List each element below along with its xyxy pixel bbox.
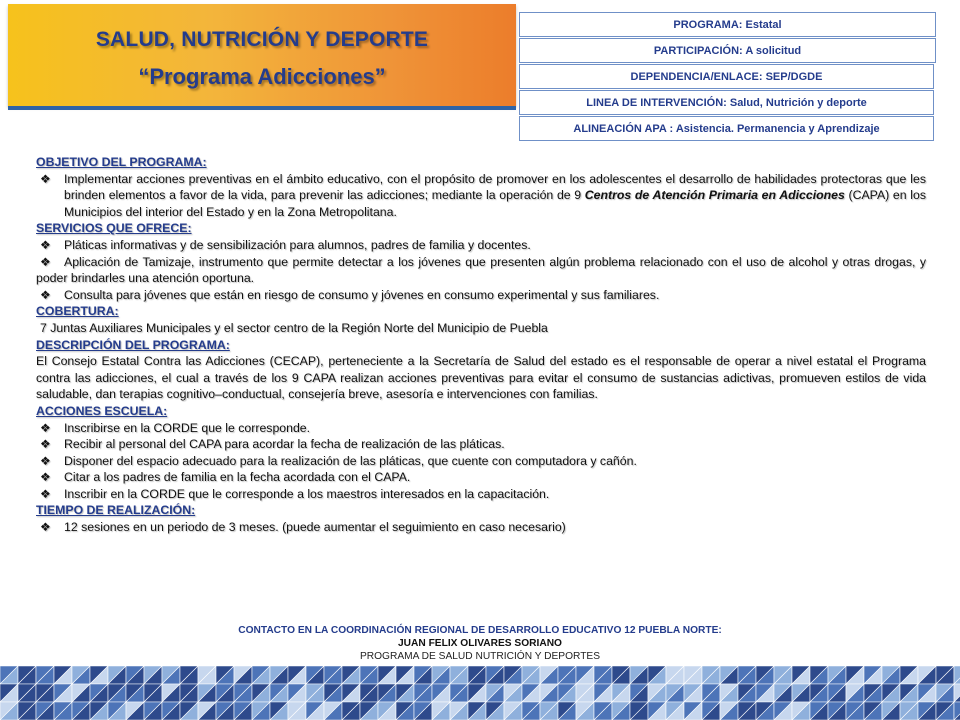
acciones-item <box>36 486 926 503</box>
info-box-programa: PROGRAMA: Estatal <box>519 12 936 37</box>
servicios-item <box>36 287 926 304</box>
cobertura-text: 7 Juntas Auxiliares Municipales y el sector centro de la Región Norte del Municipio de Puebla <box>40 320 548 335</box>
acciones-item-text: Inscribirse en la CORDE que le corresponde. <box>64 420 311 435</box>
acciones-item <box>36 436 926 453</box>
servicios-item <box>36 237 926 254</box>
objetivo-text-end: (CAPA) en los Municipios del interior del Estado y en la Zona Metropolitana. <box>64 188 926 219</box>
servicios-item-text: Aplicación de Tamizaje, instrumento que permite detectar a los jóvenes que presenten algún problema relacionado con el uso de alcohol y otras drogas, y poder brindarles una atención oportuna. <box>36 254 926 286</box>
servicios-item-text: Pláticas informativas y de sensibilización para alumnos, padres de familia y docentes. <box>64 237 531 252</box>
section-heading-servicios: SERVICIOS QUE OFRECE: <box>36 221 192 236</box>
bullet-diamond-icon: ❖ <box>40 520 51 535</box>
acciones-item <box>36 453 926 470</box>
section-heading-objetivo: OBJETIVO DEL PROGRAMA: <box>36 155 207 169</box>
bullet-diamond-icon: ❖ <box>40 437 51 452</box>
bullet-diamond-icon: ❖ <box>40 420 51 435</box>
program-content <box>36 154 926 536</box>
banner-underline <box>8 106 516 110</box>
bullet-diamond-icon: ❖ <box>40 453 51 468</box>
info-box-alineacion-apa: ALINEACIÓN APA : Asistencia. Permanencia y Aprendizaje <box>519 116 934 141</box>
triangle-pattern-icon <box>0 666 960 720</box>
objetivo-text: Implementar acciones preventivas en el ámbito educativo, con el propósito de promover en los adolescentes el desarrollo de habilidades protectoras que les brinden elementos a favor de la vida, para prevenir las adicciones; mediante la operación de 9 <box>64 171 926 203</box>
bullet-diamond-icon: ❖ <box>40 287 51 302</box>
title-banner <box>8 4 516 106</box>
tiempo-item <box>36 519 926 536</box>
info-box-participacion: PARTICIPACIÓN: A solicitud <box>519 38 936 63</box>
bullet-diamond-icon: ❖ <box>40 171 51 186</box>
bullet-diamond-icon: ❖ <box>40 254 51 269</box>
acciones-item-text: Disponer del espacio adecuado para la realización de las pláticas, que cuente con computadora y cañón. <box>64 453 637 468</box>
banner-title: SALUD, NUTRICIÓN Y DEPORTE <box>95 28 429 51</box>
bullet-diamond-icon: ❖ <box>40 237 51 252</box>
tiempo-item-text: 12 sesiones en un periodo de 3 meses. (puede aumentar el seguimiento en caso necesario) <box>64 520 566 535</box>
section-heading-cobertura: COBERTURA: <box>36 304 119 319</box>
section-heading-tiempo: TIEMPO DE REALIZACIÓN: <box>36 503 196 518</box>
acciones-item-text: Inscribir en la CORDE que le corresponde a los maestros interesados en la capacitación. <box>64 486 550 501</box>
bullet-diamond-icon: ❖ <box>40 470 51 485</box>
acciones-item <box>36 469 926 486</box>
bullet-diamond-icon: ❖ <box>40 486 51 501</box>
servicios-item <box>36 254 926 287</box>
info-box-linea-intervencion: LINEA DE INTERVENCIÓN: Salud, Nutrición y deporte <box>519 90 934 115</box>
contact-program: PROGRAMA DE SALUD NUTRICIÓN Y DEPORTES <box>359 651 601 662</box>
servicios-item-text: Consulta para jóvenes que están en riesgo de consumo y jóvenes en consumo experimental y sus familiares. <box>64 287 660 302</box>
contact-heading: CONTACTO EN LA COORDINACIÓN REGIONAL DE DESARROLLO EDUCATIVO 12 PUEBLA NORTE: <box>238 625 722 636</box>
acciones-item-text: Recibir al personal del CAPA para acordar la fecha de realización de las pláticas. <box>64 437 505 452</box>
section-heading-acciones: ACCIONES ESCUELA: <box>36 403 168 418</box>
acciones-item-text: Citar a los padres de familia en la fecha acordada con el CAPA. <box>64 470 411 485</box>
descripcion-text: El Consejo Estatal Contra las Adicciones (CECAP), perteneciente a la Secretaría de Salud del estado es el responsable de operar a nivel estatal el Programa contra las adicciones, el cual a través de los 9 CAPA realizan acciones preventivas para evitar el consumo de sustancias adictivas, promueven estilos de vida saludable, dan terapias cognitivo–conductual, consejería breve, asesoría e intervenciones con familias. <box>36 354 926 402</box>
banner-subtitle: “Programa Adicciones” <box>138 64 386 89</box>
info-box-dependencia: DEPENDENCIA/ENLACE: SEP/DGDE <box>519 64 934 89</box>
contact-name: JUAN FELIX OLIVARES SORIANO <box>398 638 562 649</box>
section-heading-descripcion: DESCRIPCIÓN DEL PROGRAMA: <box>36 337 230 352</box>
objetivo-item <box>36 171 926 221</box>
contact-block <box>0 624 960 663</box>
acciones-item <box>36 420 926 437</box>
objetivo-emphasis: Centros de Atención Primaria en Adicciones <box>584 188 845 203</box>
